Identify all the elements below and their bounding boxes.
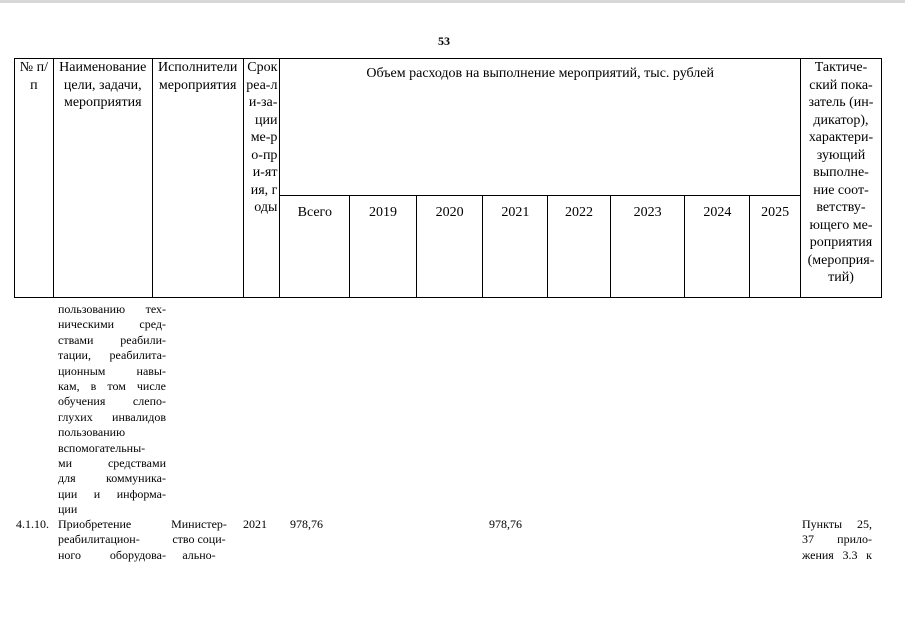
text-line: ции и информа- [58, 486, 166, 501]
text-line: для коммуника- [58, 471, 166, 486]
row-measure-name [58, 517, 166, 563]
text-line: ально- [182, 547, 216, 562]
text-line: ствами реабили- [58, 332, 166, 347]
table-header [14, 58, 882, 298]
text-line: пользованию [58, 425, 126, 440]
col-expenses-header: Объем расходов на выполнение мероприятий, тыс. рублей [280, 59, 801, 196]
col-num-header: № п/п [15, 59, 54, 298]
row-total: 978,76 [290, 517, 323, 531]
col-year-2019: 2019 [350, 196, 417, 298]
text-line: жения 3.3 к [802, 547, 872, 562]
text-line: ции [58, 502, 78, 517]
col-year-2023: 2023 [610, 196, 685, 298]
text-line: ми средствами [58, 456, 166, 471]
text-line: ническими сред- [58, 317, 166, 332]
text-line: ционным навы- [58, 363, 166, 378]
col-year-2024: 2024 [685, 196, 750, 298]
row-indicator [802, 517, 872, 563]
text-line: Министер- [171, 517, 227, 531]
row-term: 2021 [243, 517, 267, 531]
col-year-2020: 2020 [416, 196, 483, 298]
text-line: Приобретение [58, 517, 132, 531]
text-line: обучения слепо- [58, 394, 166, 409]
col-executors-header: Исполнители мероприятия [152, 59, 243, 298]
text-line: реабилитацион- [58, 532, 140, 547]
scan-edge [0, 0, 905, 3]
text-line: вспомогательны- [58, 440, 146, 455]
col-year-2022: 2022 [548, 196, 611, 298]
col-indicator-header: Тактиче-ский пока-затель (ин-дикатор), характери-зующий выполне-ние соот-ветству-ющего ме-роприятия (мероприя-тий) [800, 59, 881, 298]
col-year-2025: 2025 [750, 196, 801, 298]
col-year-2021: 2021 [483, 196, 548, 298]
page-number: 53 [438, 34, 450, 48]
text-line: 37 прило- [802, 532, 872, 547]
text-line: пользованию тех- [58, 302, 166, 316]
row-executors [168, 517, 230, 563]
col-term-header: Срок реа-ли-за-ции ме-ро-при-ятия, годы [243, 59, 280, 298]
col-year-total: Всего [280, 196, 350, 298]
col-name-header: Наименование цели, задачи, мероприятия [53, 59, 152, 298]
text-line: ного оборудова- [58, 547, 166, 562]
text-line: глухих инвалидов [58, 409, 166, 424]
row-2021-value: 978,76 [489, 517, 522, 531]
text-line: тации, реабилита- [58, 348, 166, 363]
text-line: кам, в том числе [58, 379, 166, 394]
text-line: Пункты 25, [802, 517, 872, 531]
continued-measure-name [58, 302, 166, 518]
row-number: 4.1.10. [16, 517, 49, 531]
text-line: ство соци- [172, 532, 226, 547]
